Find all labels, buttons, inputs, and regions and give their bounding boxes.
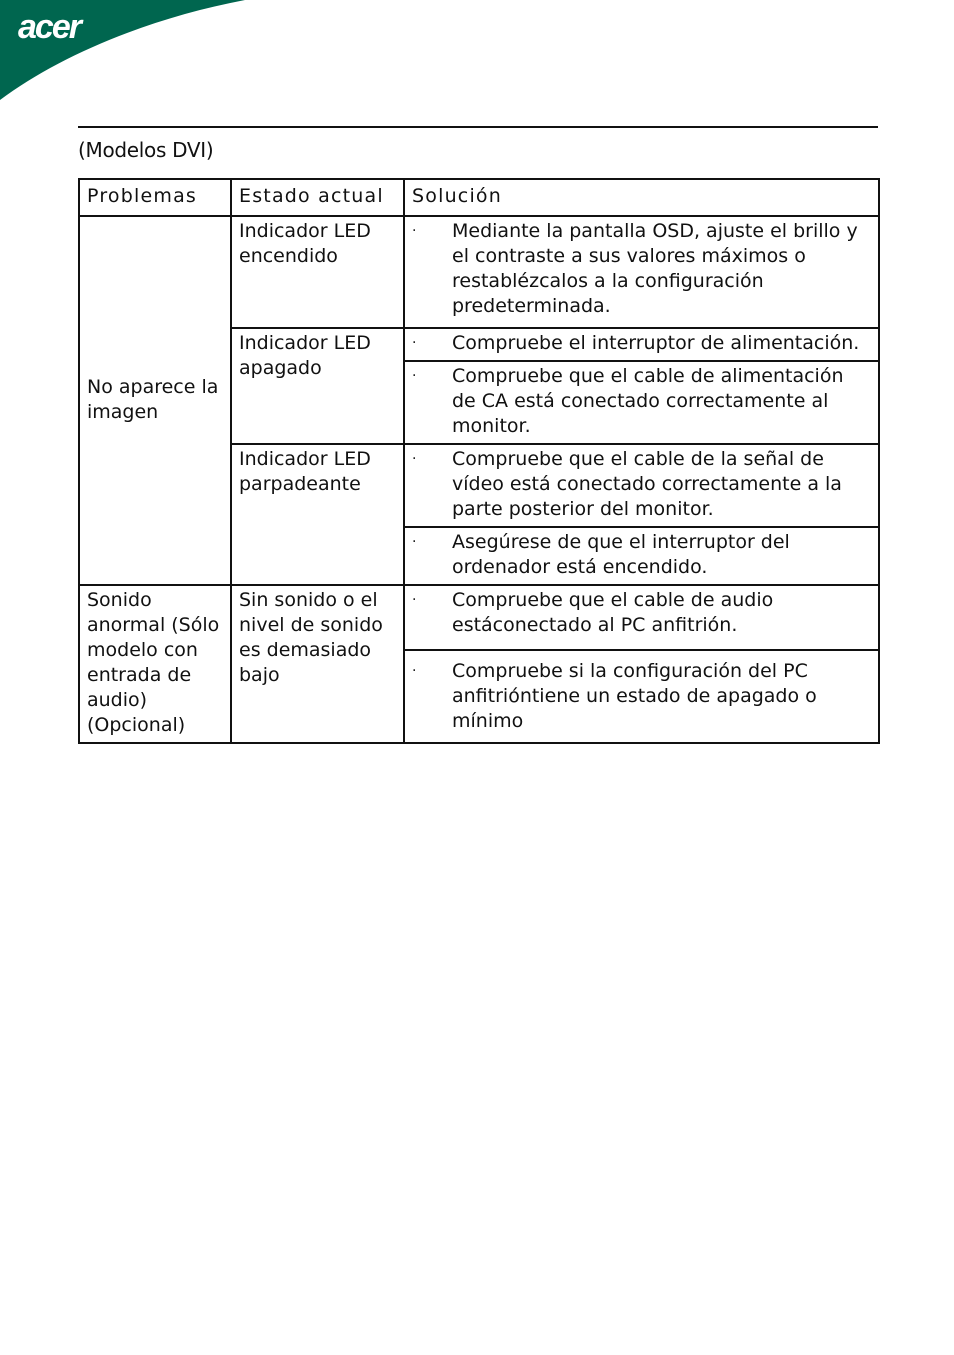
problem-cell: Sonido anormal (Sólo modelo con entrada de audio) (Opcional) <box>79 585 231 743</box>
solution-cell <box>404 444 879 527</box>
solution-text: Mediante la pantalla OSD, ajuste el brillo y el contraste a sus valores máximos o restablézcalos a la configuración predeterminada. <box>452 220 858 317</box>
solution-cell <box>404 585 879 650</box>
table-row <box>79 216 879 328</box>
header-estado-actual: Estado actual <box>231 179 404 216</box>
solution-text: Asegúrese de que el interruptor del ordenador está encendido. <box>452 531 790 578</box>
bullet-icon: · <box>412 451 417 467</box>
header-problemas: Problemas <box>79 179 231 216</box>
solution-cell <box>404 216 879 328</box>
bullet-icon: · <box>412 368 417 384</box>
solution-text: Compruebe que el cable de la señal de vídeo está conectado correctamente a la parte posterior del monitor. <box>452 448 842 520</box>
state-cell: Indicador LED parpadeante <box>231 444 404 585</box>
solution-text: Compruebe el interruptor de alimentación. <box>452 332 860 354</box>
solution-text: Compruebe que el cable de audio estáconectado al PC anfitrión. <box>452 589 774 636</box>
solution-cell <box>404 361 879 444</box>
acer-logo: acer <box>18 8 80 46</box>
section-title: (Modelos DVI) <box>78 138 214 162</box>
bullet-icon: · <box>412 592 417 608</box>
table-row <box>79 585 879 650</box>
problem-cell: No aparece la imagen <box>79 216 231 585</box>
solution-cell <box>404 527 879 585</box>
solution-cell <box>404 328 879 361</box>
table-header-row <box>79 179 879 216</box>
state-cell: Indicador LED encendido <box>231 216 404 328</box>
state-cell: Indicador LED apagado <box>231 328 404 444</box>
solution-text: Compruebe si la configuración del PC anfitriόntiene un estado de apagado o mínimo <box>452 660 817 732</box>
state-cell: Sin sonido o el nivel de sonido es demasiado bajo <box>231 585 404 743</box>
solution-text: Compruebe que el cable de alimentación de CA está conectado correctamente al monitor. <box>452 365 844 437</box>
bullet-icon: · <box>412 335 417 351</box>
header-rule <box>78 126 878 128</box>
header-solucion: Solución <box>404 179 879 216</box>
bullet-icon: · <box>412 223 417 239</box>
troubleshooting-table <box>78 178 880 744</box>
bullet-icon: · <box>412 534 417 550</box>
solution-cell <box>404 650 879 743</box>
bullet-icon: · <box>412 663 417 679</box>
